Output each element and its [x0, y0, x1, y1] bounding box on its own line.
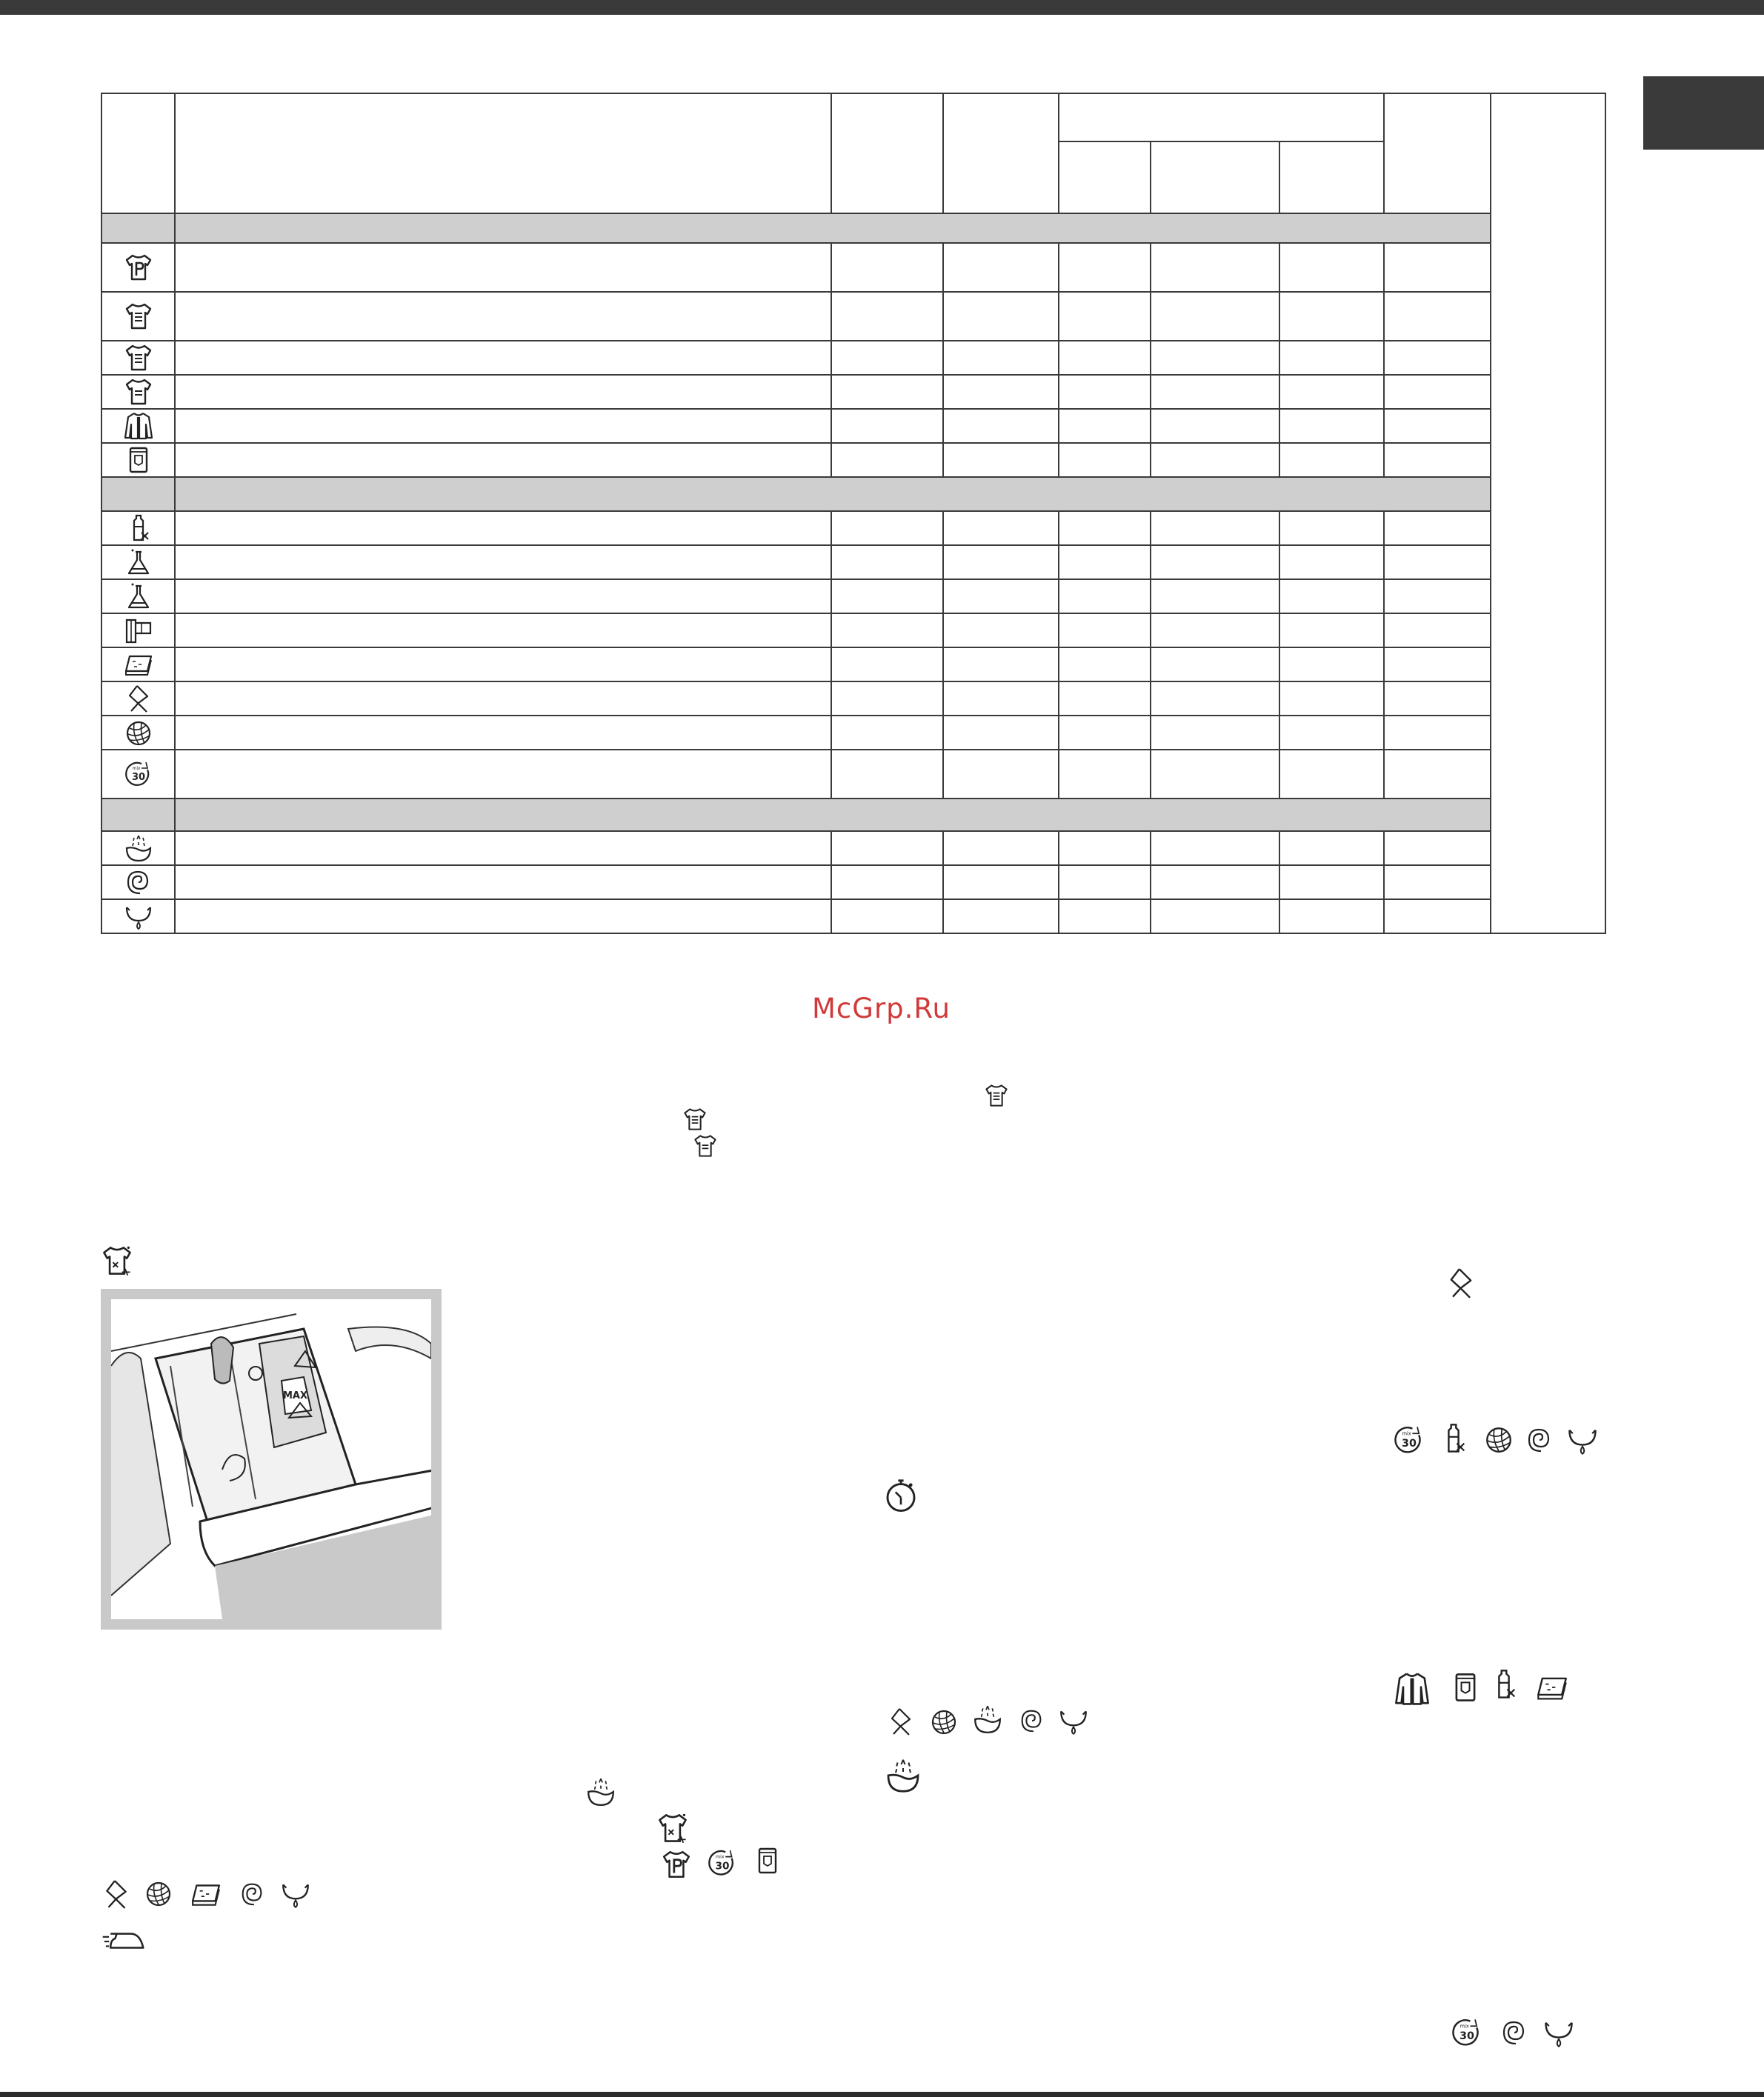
table-cell — [1384, 681, 1491, 716]
table-cell — [175, 375, 831, 409]
table-cell — [1384, 409, 1491, 443]
table-cell — [1384, 716, 1491, 750]
table-cell — [1384, 375, 1491, 409]
programme-icon-cell — [101, 681, 175, 716]
section-cell — [175, 477, 1491, 511]
table-cell — [831, 292, 943, 341]
drain-icon — [1058, 1705, 1089, 1736]
table-cell — [943, 831, 1059, 865]
programme-icon-cell — [101, 545, 175, 579]
section-cell — [101, 799, 175, 831]
table-cell — [943, 647, 1059, 681]
table-cell — [1279, 375, 1384, 409]
programme-icon-cell — [101, 579, 175, 613]
table-cell — [175, 511, 831, 545]
table-cell — [1279, 409, 1384, 443]
table-cell — [943, 899, 1059, 933]
table-cell — [175, 716, 831, 750]
programme-table — [101, 93, 1606, 934]
table-cell — [943, 681, 1059, 716]
table-body — [101, 213, 1605, 933]
table-cell — [1384, 899, 1491, 933]
table-cell — [831, 750, 943, 799]
table-cell — [943, 243, 1059, 292]
baby-bottle-icon — [1437, 1422, 1470, 1455]
table-header-row — [101, 93, 1605, 141]
table-cell — [1151, 831, 1279, 865]
table-cell — [175, 545, 831, 579]
spin-icon — [239, 1880, 267, 1908]
table-cell — [1279, 750, 1384, 799]
table-cell — [1279, 443, 1384, 477]
programme-icon-cell — [101, 292, 175, 341]
table-cell — [1151, 243, 1279, 292]
jeans-icon — [753, 1846, 782, 1876]
table-cell — [831, 716, 943, 750]
table-cell — [175, 613, 831, 647]
table-cell — [1384, 647, 1491, 681]
jacket-icon — [1394, 1671, 1430, 1707]
programme-icon-cell — [101, 750, 175, 799]
table-cell — [943, 443, 1059, 477]
shirt-lines-icon — [102, 343, 174, 373]
table-cell — [1151, 511, 1279, 545]
blanket-icon — [1532, 1671, 1572, 1704]
mix-30-icon — [1451, 2016, 1483, 2049]
table-cell — [175, 443, 831, 477]
silk-scarf-icon — [102, 684, 174, 713]
table-cell — [1279, 292, 1384, 341]
table-cell — [1151, 750, 1279, 799]
table-cell — [175, 750, 831, 799]
wool-ball-icon — [929, 1707, 959, 1736]
mix-30-icon — [1393, 1424, 1425, 1456]
mix-30-icon — [102, 759, 174, 789]
table-cell — [1279, 647, 1384, 681]
table-cell — [1384, 545, 1491, 579]
table-cell — [1279, 899, 1384, 933]
table-cell — [175, 865, 831, 899]
table-cell — [1384, 243, 1491, 292]
table-row — [101, 750, 1605, 799]
table-cell — [1151, 681, 1279, 716]
table-cell — [175, 831, 831, 865]
table-cell — [175, 899, 831, 933]
drain-icon — [280, 1878, 311, 1910]
section-header-row — [101, 477, 1605, 511]
header-cell — [1059, 93, 1384, 141]
table-row — [101, 647, 1605, 681]
table-cell — [175, 341, 831, 375]
table-cell — [831, 375, 943, 409]
programme-icon-cell — [101, 613, 175, 647]
table-cell — [831, 647, 943, 681]
header-cell — [101, 93, 175, 213]
table-row — [101, 243, 1605, 292]
rinse-icon — [585, 1776, 616, 1807]
drain-icon — [1566, 1424, 1599, 1456]
table-cell — [1059, 243, 1151, 292]
table-cell — [1059, 443, 1151, 477]
wool-ball-icon — [144, 1878, 173, 1908]
table-cell — [943, 613, 1059, 647]
bottom-bar — [0, 2092, 1764, 2097]
table-cell — [1059, 865, 1151, 899]
blanket-icon — [102, 650, 174, 679]
table-cell — [1279, 716, 1384, 750]
table-row — [101, 681, 1605, 716]
top-bar — [0, 0, 1764, 15]
table-row — [101, 579, 1605, 613]
flask-icon — [102, 581, 174, 611]
table-cell — [831, 831, 943, 865]
baby-bottle-icon — [102, 513, 174, 543]
header-cell — [1151, 141, 1279, 213]
programme-icon-cell — [101, 716, 175, 750]
programme-icon-cell — [101, 409, 175, 443]
table-cell — [1151, 409, 1279, 443]
programme-icon-cell — [101, 375, 175, 409]
table-cell — [1384, 750, 1491, 799]
section-cell — [175, 799, 1491, 831]
table-cell — [175, 579, 831, 613]
section-cell — [175, 213, 1491, 243]
table-row — [101, 865, 1605, 899]
table-cell — [175, 647, 831, 681]
silk-scarf-icon — [886, 1707, 916, 1736]
table-cell — [1059, 831, 1151, 865]
table-cell — [175, 409, 831, 443]
table-row — [101, 443, 1605, 477]
stain-shirt-icon — [656, 1812, 689, 1844]
table-cell — [1059, 613, 1151, 647]
timer-icon — [883, 1477, 919, 1513]
table-cell — [1059, 579, 1151, 613]
table-row — [101, 831, 1605, 865]
section-cell — [101, 477, 175, 511]
wool-ball-icon — [102, 718, 174, 747]
spin-icon — [1018, 1707, 1046, 1735]
table-cell — [1279, 865, 1384, 899]
programme-icon-cell — [101, 647, 175, 681]
spin-icon — [1525, 1425, 1554, 1455]
table-cell — [175, 243, 831, 292]
shirt-p-icon — [661, 1849, 692, 1880]
table-cell — [1279, 613, 1384, 647]
table-cell — [1279, 545, 1384, 579]
table-cell — [1384, 511, 1491, 545]
section-cell — [101, 213, 175, 243]
table-cell — [1384, 613, 1491, 647]
table-cell — [831, 545, 943, 579]
shirt-lines-icon — [984, 1083, 1009, 1108]
rinse-icon — [972, 1704, 1003, 1735]
table-cell — [1279, 341, 1384, 375]
table-cell — [943, 750, 1059, 799]
programme-icon-cell — [101, 341, 175, 375]
language-tab — [1643, 76, 1764, 150]
table-cell — [1059, 409, 1151, 443]
programme-icon-cell — [101, 243, 175, 292]
section-header-row — [101, 799, 1605, 831]
table-row — [101, 341, 1605, 375]
table-cell — [1279, 831, 1384, 865]
table-row — [101, 716, 1605, 750]
spin-icon — [102, 867, 174, 897]
table-cell — [1059, 545, 1151, 579]
table-cell — [1384, 865, 1491, 899]
drain-icon — [1542, 2016, 1575, 2049]
programme-icon-cell — [101, 443, 175, 477]
table-cell — [943, 579, 1059, 613]
table-cell — [943, 341, 1059, 375]
table-cell — [831, 899, 943, 933]
table-cell — [1279, 511, 1384, 545]
header-cell — [1491, 93, 1605, 213]
table-cell — [1384, 292, 1491, 341]
table-cell — [831, 681, 943, 716]
table-cell — [831, 579, 943, 613]
table-cell — [943, 545, 1059, 579]
table-cell — [943, 716, 1059, 750]
shirt-short-icon — [693, 1133, 718, 1158]
flask-icon — [102, 547, 174, 577]
header-cell — [1384, 93, 1491, 213]
table-cell — [943, 292, 1059, 341]
side-cell — [1491, 213, 1605, 933]
wool-ball-icon — [1483, 1424, 1514, 1455]
table-cell — [943, 375, 1059, 409]
table-cell — [175, 681, 831, 716]
table-cell — [943, 511, 1059, 545]
table-cell — [1059, 681, 1151, 716]
table-cell — [1151, 443, 1279, 477]
table-cell — [1151, 899, 1279, 933]
silk-scarf-icon — [1445, 1267, 1477, 1299]
table-cell — [1279, 243, 1384, 292]
spin-icon — [1500, 2018, 1529, 2047]
table-row — [101, 375, 1605, 409]
table-cell — [1151, 375, 1279, 409]
table-row — [101, 545, 1605, 579]
table-cell — [1059, 647, 1151, 681]
header-cell — [1279, 141, 1384, 213]
table-row — [101, 409, 1605, 443]
table-cell — [1384, 341, 1491, 375]
detergent-drawer-illustration — [101, 1289, 442, 1630]
iron-icon — [99, 1924, 147, 1956]
table-cell — [1151, 716, 1279, 750]
towels-icon — [102, 616, 174, 645]
shirt-lines-icon — [102, 301, 174, 331]
silk-scarf-icon — [101, 1878, 132, 1910]
header-cell — [831, 93, 943, 213]
table-cell — [1151, 292, 1279, 341]
table-cell — [1059, 750, 1151, 799]
table-cell — [943, 865, 1059, 899]
svg-text:MAX: MAX — [283, 1390, 308, 1401]
table-row — [101, 511, 1605, 545]
baby-bottle-icon — [1488, 1668, 1520, 1701]
table-cell — [1151, 613, 1279, 647]
programme-icon-cell — [101, 865, 175, 899]
table-cell — [1059, 341, 1151, 375]
stain-shirt-icon — [101, 1244, 133, 1277]
table-cell — [831, 341, 943, 375]
jeans-icon — [102, 445, 174, 475]
programme-icon-cell — [101, 899, 175, 933]
table-cell — [1059, 716, 1151, 750]
shirt-short-icon — [102, 377, 174, 407]
table-row — [101, 899, 1605, 933]
drain-icon — [102, 901, 174, 931]
shirt-p-icon — [102, 253, 174, 282]
header-cell — [175, 93, 831, 213]
table-cell — [831, 865, 943, 899]
table-cell — [1151, 545, 1279, 579]
table-cell — [943, 409, 1059, 443]
table-cell — [1151, 865, 1279, 899]
table-cell — [831, 409, 943, 443]
table-cell — [831, 511, 943, 545]
table-cell — [1151, 341, 1279, 375]
table-cell — [1384, 579, 1491, 613]
blanket-icon — [187, 1878, 225, 1910]
section-header-row — [101, 213, 1605, 243]
watermark: McGrp.Ru — [812, 993, 951, 1024]
table-cell — [1384, 831, 1491, 865]
table-cell — [831, 613, 943, 647]
table-cell — [1059, 511, 1151, 545]
table-cell — [1059, 899, 1151, 933]
shirt-lines-icon — [682, 1107, 708, 1132]
table-cell — [1059, 375, 1151, 409]
programme-icon-cell — [101, 831, 175, 865]
table-cell — [831, 243, 943, 292]
jeans-icon — [1449, 1671, 1482, 1704]
jacket-icon — [102, 411, 174, 441]
table-cell — [831, 443, 943, 477]
table-cell — [1384, 443, 1491, 477]
table-cell — [1151, 579, 1279, 613]
table-cell — [1279, 681, 1384, 716]
table-cell — [1151, 647, 1279, 681]
header-cell — [943, 93, 1059, 213]
table-cell — [1279, 579, 1384, 613]
rinse-icon — [885, 1757, 922, 1794]
programme-icon-cell — [101, 511, 175, 545]
header-cell — [1059, 141, 1151, 213]
rinse-icon — [102, 833, 174, 863]
mix-30-icon — [707, 1847, 738, 1878]
table-cell — [1059, 292, 1151, 341]
table-cell — [175, 292, 831, 341]
table-row — [101, 613, 1605, 647]
table-row — [101, 292, 1605, 341]
